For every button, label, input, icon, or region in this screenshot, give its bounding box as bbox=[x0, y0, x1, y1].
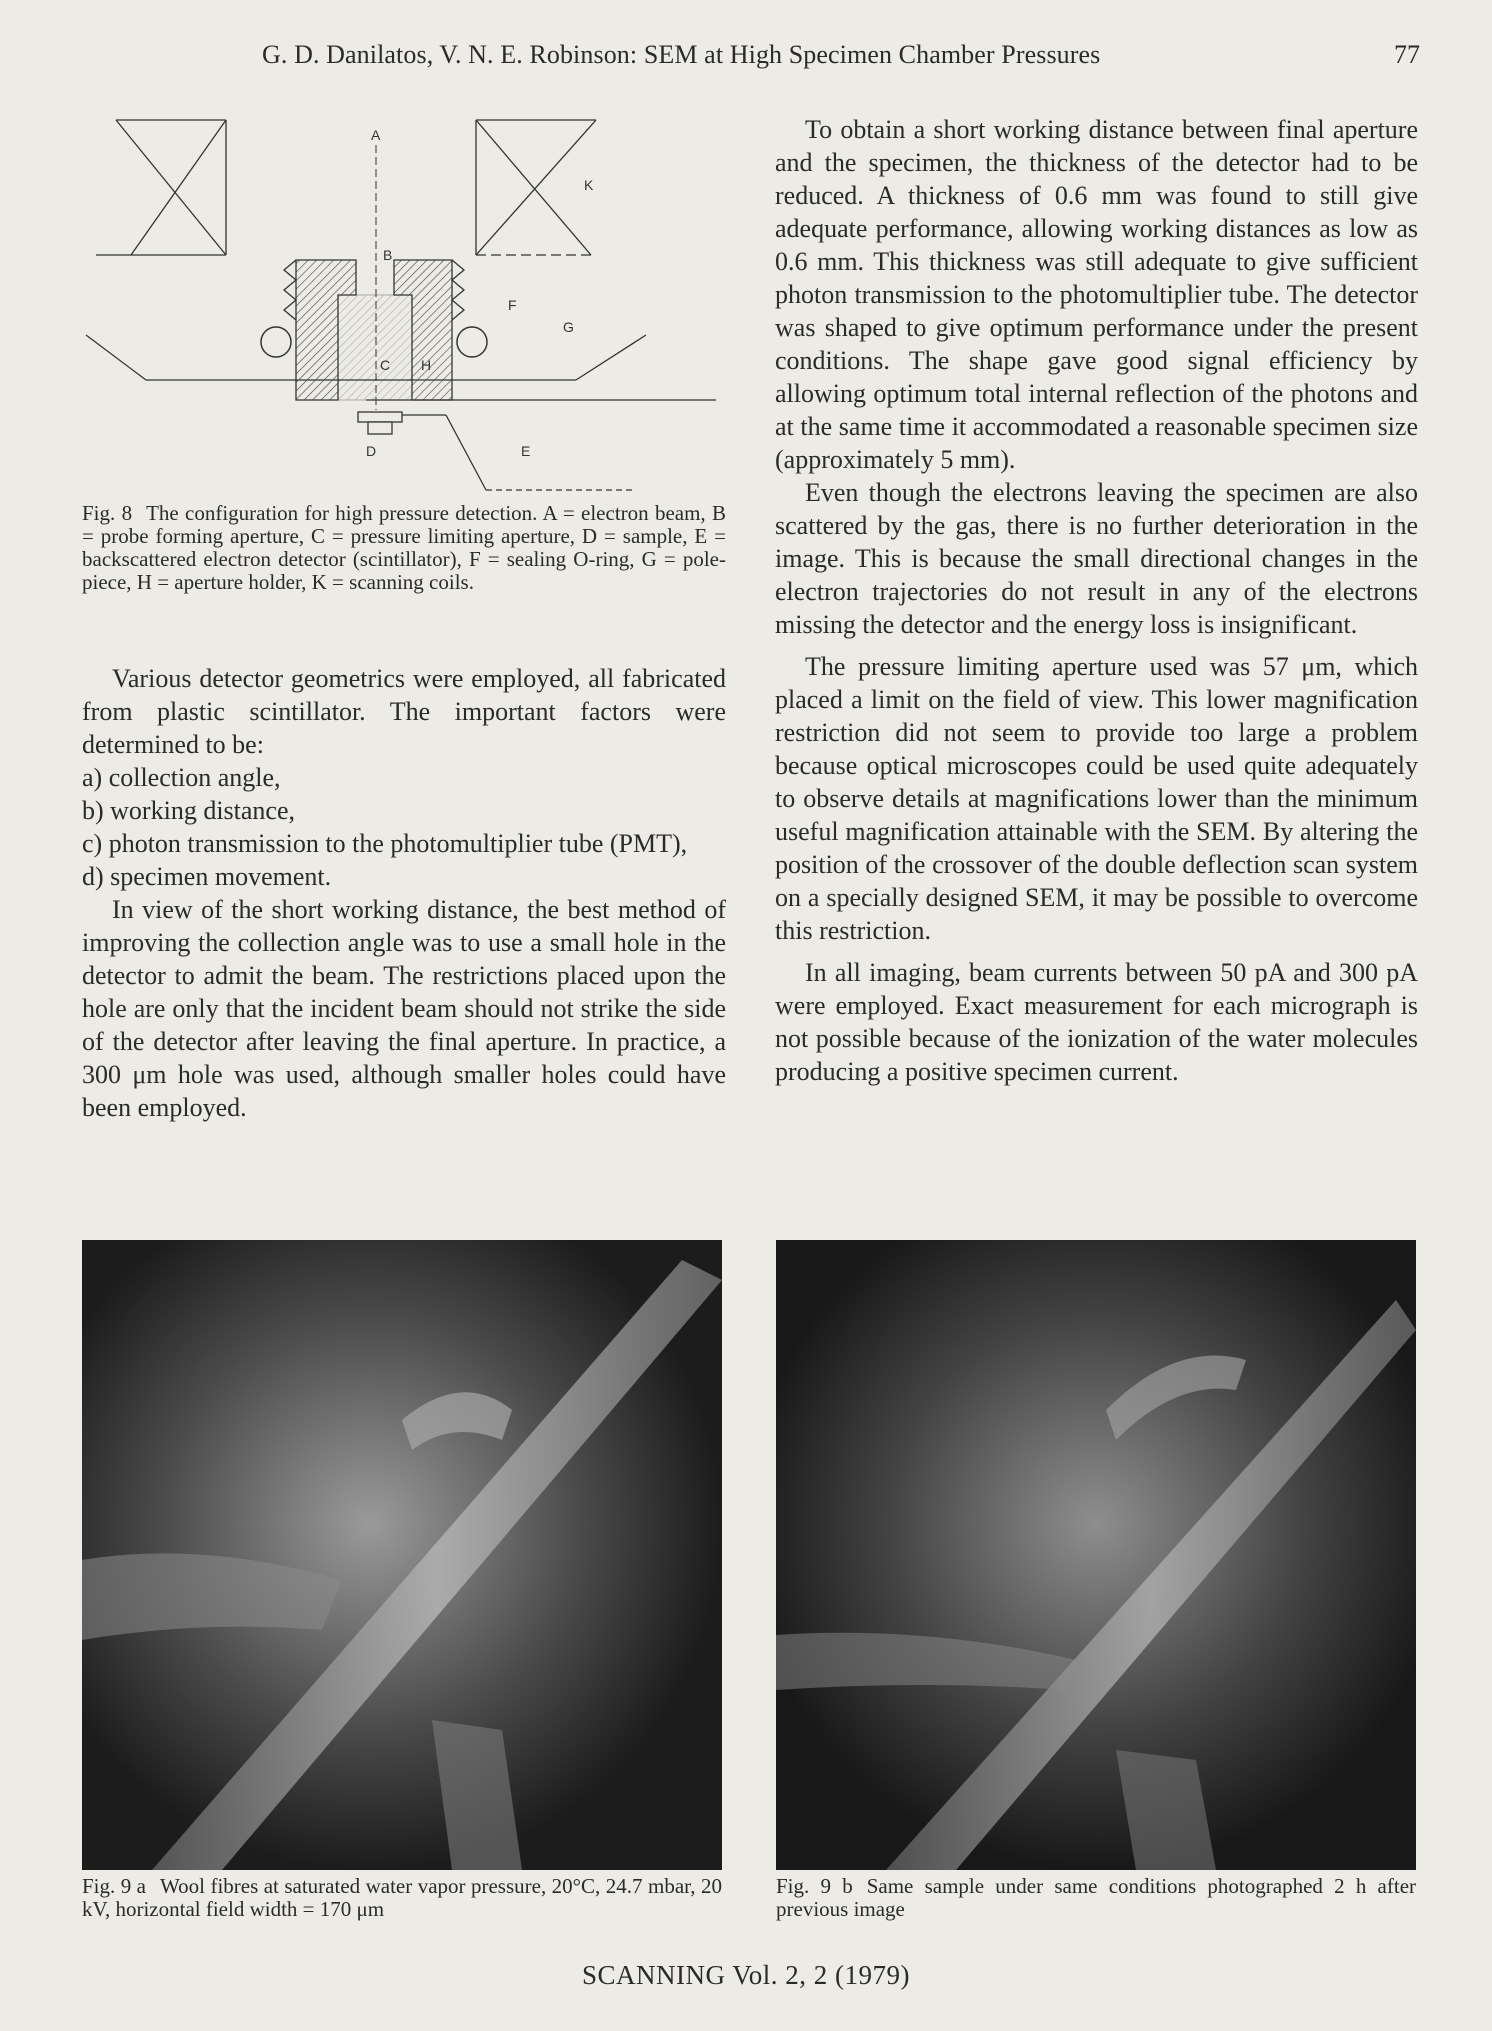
left-paragraph-1: Various detector geometrics were employed, all fabricated from plastic scintillator. The important factors were determined to be: bbox=[82, 664, 726, 759]
fig9a-caption-text: Wool fibres at saturated water vapor pressure, 20°C, 24.7 mbar, 20 kV, horizontal field width = 170 μm bbox=[82, 1874, 722, 1921]
right-paragraph-4: In all imaging, beam currents between 50 pA and 300 pA were employed. Exact measurement for each micrograph is not possible because of the ionization of the water molecules producing a positive specimen current. bbox=[775, 958, 1418, 1086]
list-item: a) collection angle, bbox=[82, 763, 281, 792]
list-item: c) photon transmission to the photomultiplier tube (PMT), bbox=[82, 829, 688, 858]
fig8-label-e: E bbox=[521, 443, 531, 459]
fig9a-caption-label: Fig. 9 a bbox=[82, 1874, 147, 1898]
fig9b-caption-label: Fig. 9 b bbox=[776, 1874, 853, 1898]
fig8-label-k: K bbox=[584, 177, 594, 193]
fig8-label-g: G bbox=[563, 319, 574, 335]
journal-footer: SCANNING Vol. 2, 2 (1979) bbox=[581, 1960, 911, 1990]
right-paragraph-1: To obtain a short working distance between final aperture and the specimen, the thickness of the detector had to be reduced. A thickness of 0.6 mm was found to still give adequate performance, allowing working distances as low as 0.6 mm. This thickness was still adequate to give sufficient photon transmission to the photomultiplier tube. The detector was shaped to give optimum performance under the present conditions. The shape gave good signal efficiency by allowing optimum total internal reflection of the photons and at the same time it accommodated a reasonable specimen size (approximately 5 mm). bbox=[775, 115, 1418, 474]
fig9b-caption bbox=[776, 1875, 1416, 1921]
right-column bbox=[775, 113, 1418, 1088]
factor-list bbox=[82, 761, 726, 893]
right-paragraph-3: The pressure limiting aperture used was 57 μm, which placed a limit on the field of view. This lower magnification restriction did not seem to provide too large a problem because optical microscopes could be used quite adequately to observe details at magnifications lower than the minimum useful magnification attainable with the SEM. By altering the position of the crossover of the double deflection scan system on a specially designed SEM, it may be possible to overcome this restriction. bbox=[775, 652, 1418, 945]
page-number: 77 bbox=[1394, 40, 1420, 69]
list-item: d) specimen movement. bbox=[82, 862, 332, 891]
fig8-label-c: C bbox=[380, 357, 391, 373]
fig9b-micrograph bbox=[776, 1240, 1416, 1870]
fig8-label-d: D bbox=[366, 443, 377, 459]
fig9b-caption-text: Same sample under same conditions photographed 2 h after previous image bbox=[776, 1874, 1417, 1921]
fig9a-micrograph bbox=[82, 1240, 722, 1870]
fig8-label-a: A bbox=[371, 127, 381, 143]
running-title: G. D. Danilatos, V. N. E. Robinson: SEM at High Specimen Chamber Pressures bbox=[262, 40, 1101, 69]
fig8-caption-text: The configuration for high pressure detection. A = electron beam, B = probe forming aperture, C = pressure limiting aperture, D = sample, E = backscattered electron detector (scintillator), F = sealing O-ring, G = pole-piece, H = aperture holder, K = scanning coils. bbox=[82, 501, 726, 594]
fig8-label-h: H bbox=[421, 357, 432, 373]
fig9a-caption bbox=[82, 1875, 722, 1921]
list-item: b) working distance, bbox=[82, 796, 296, 825]
left-column bbox=[82, 662, 726, 1124]
fig8-caption-label: Fig. 8 bbox=[82, 501, 133, 525]
fig8-label-f: F bbox=[508, 297, 517, 313]
fig8-diagram bbox=[76, 110, 726, 510]
fig8-label-b: B bbox=[383, 247, 393, 263]
fig8-caption bbox=[82, 502, 726, 594]
right-paragraph-2: Even though the electrons leaving the specimen are also scattered by the gas, there is no further deterioration in the image. This is because the small directional changes in the electron trajectories do not result in any of the electrons missing the detector and the energy loss is insignificant. bbox=[775, 478, 1418, 639]
left-paragraph-2: In view of the short working distance, the best method of improving the collection angle was to use a small hole in the detector to admit the beam. The restrictions placed upon the hole are only that the incident beam should not strike the side of the detector after leaving the final aperture. In practice, a 300 μm hole was used, although smaller holes could have been employed. bbox=[82, 895, 726, 1122]
